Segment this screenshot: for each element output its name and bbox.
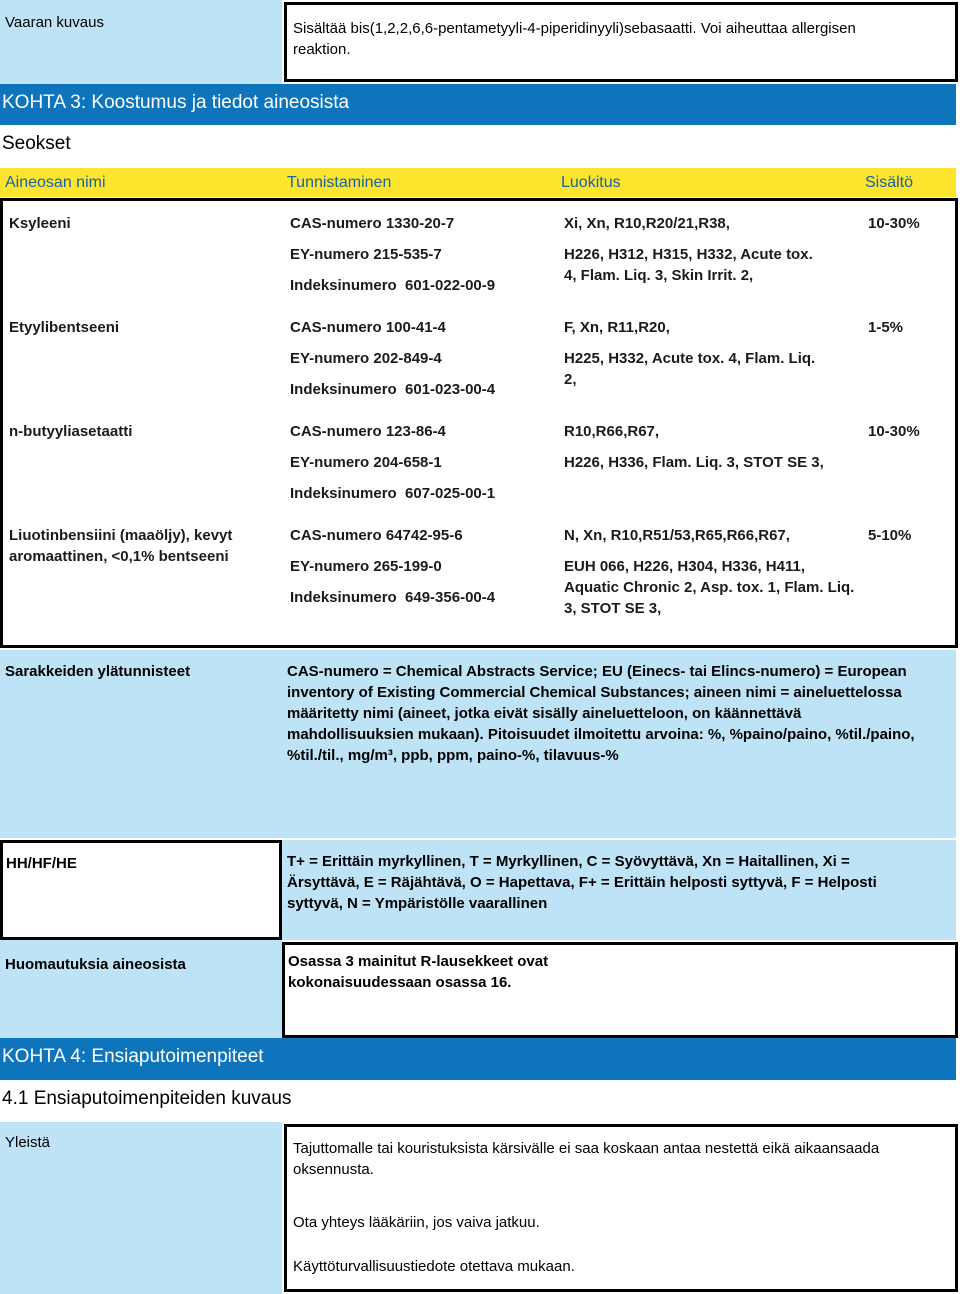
row4-name: Liuotinbensiini (maaöljy), kevyt aromaattinen, <0,1% bentseeni: [9, 527, 233, 565]
note-remarks-text: Osassa 3 mainitut R-lausekkeet ovat kokonaisuudessaan osassa 16.: [288, 953, 549, 991]
general-paragraph-2: Ota yhteys lääkäriin, jos vaiva jatkuu.: [293, 1214, 540, 1231]
general-text-box: [284, 1124, 958, 1292]
hazard-label-cell: [0, 0, 282, 84]
general-paragraph-3: Käyttöturvallisuustiedote otettava mukaan.: [293, 1258, 575, 1275]
composition-column-headers: [0, 168, 956, 197]
row4-class2: EUH 066, H226, H304, H336, H411, Aquatic Chronic 2, Asp. tox. 1, Flam. Liq. 3, STOT SE 3,: [564, 558, 855, 617]
row2-ey: EY-numero 202-849-4: [290, 350, 442, 367]
col-header-name: Aineosan nimi: [5, 174, 106, 191]
row1-content: 10-30%: [868, 215, 920, 232]
row3-ey: EY-numero 204-658-1: [290, 454, 442, 471]
row4-cas: CAS-numero 64742-95-6: [290, 527, 463, 544]
general-label: Yleistä: [5, 1134, 51, 1151]
row2-content: 1-5%: [868, 319, 904, 336]
note-hazard-symbols-text-cell: [282, 840, 956, 940]
section-3-heading: [0, 84, 956, 125]
note-column-headers-label: Sarakkeiden ylätunnisteet: [5, 663, 191, 680]
row3-index: Indeksinumero 607-025-00-1: [290, 485, 496, 502]
row2-class2: H225, H332, Acute tox. 4, Flam. Liq. 2,: [564, 350, 816, 388]
row1-ey: EY-numero 215-535-7: [290, 246, 442, 263]
row1-class2: H226, H312, H315, H332, Acute tox. 4, Flam. Liq. 3, Skin Irrit. 2,: [564, 246, 813, 284]
note-hazard-symbols-label: HH/HF/HE: [6, 855, 77, 872]
first-aid-subheading: 4.1 Ensiaputoimenpiteiden kuvaus: [2, 1088, 292, 1109]
col-header-identification: Tunnistaminen: [287, 174, 392, 191]
row1-cas: CAS-numero 1330-20-7: [290, 215, 455, 232]
note-remarks-label: Huomautuksia aineosista: [5, 956, 186, 973]
row4-index: Indeksinumero 649-356-00-4: [290, 589, 496, 606]
row1-name: Ksyleeni: [9, 215, 71, 232]
row2-cas: CAS-numero 100-41-4: [290, 319, 446, 336]
row2-class1: F, Xn, R11,R20,: [564, 319, 670, 336]
row4-class1: N, Xn, R10,R51/53,R65,R66,R67,: [564, 527, 790, 544]
row3-class1: R10,R66,R67,: [564, 423, 660, 440]
general-paragraph-1: Tajuttomalle tai kouristuksista kärsivälle ei saa koskaan antaa nestettä eikä aikaansaada oksennusta.: [293, 1140, 880, 1178]
section-4-heading-text: KOHTA 4: Ensiaputoimenpiteet: [2, 1046, 264, 1067]
row4-content: 5-10%: [868, 527, 912, 544]
note-remarks-label-cell: [0, 940, 282, 1038]
note-hazard-symbols-label-box: [0, 840, 282, 940]
row2-index: Indeksinumero 601-023-00-4: [290, 381, 496, 398]
col-header-classification: Luokitus: [561, 174, 621, 191]
hazard-text-box: [284, 2, 958, 82]
note-column-headers-text-cell: [282, 650, 956, 838]
row3-cas: CAS-numero 123-86-4: [290, 423, 446, 440]
hazard-text: Sisältää bis(1,2,2,6,6-pentametyyli-4-piperidinyyli)sebasaatti. Voi aiheuttaa allergisen reaktion.: [293, 20, 856, 58]
section-3-heading-text: KOHTA 3: Koostumus ja tiedot aineosista: [2, 92, 350, 113]
row3-class2: H226, H336, Flam. Liq. 3, STOT SE 3,: [564, 454, 824, 471]
col-header-content: Sisältö: [865, 174, 914, 191]
mixtures-subheading: Seokset: [2, 133, 71, 154]
row1-class1: Xi, Xn, R10,R20/21,R38,: [564, 215, 730, 232]
section-4-heading: [0, 1038, 956, 1080]
row3-content: 10-30%: [868, 423, 920, 440]
note-column-headers-label-cell: [0, 650, 282, 838]
row4-ey: EY-numero 265-199-0: [290, 558, 442, 575]
row2-name: Etyylibentseeni: [9, 319, 120, 336]
note-remarks-text-box: [282, 942, 958, 1038]
note-hazard-symbols-text: T+ = Erittäin myrkyllinen, T = Myrkyllinen, C = Syövyttävä, Xn = Haitallinen, Xi = Ärsyttävä, E = Räjähtävä, O = Hapettava, F+ = Erittäin helposti syttyvä, F = Helposti syttyvä, N = Ympäristölle vaarallinen: [287, 853, 877, 912]
composition-table: [0, 198, 958, 648]
note-column-headers-text: CAS-numero = Chemical Abstracts Service; EU (Einecs- tai Elincs-numero) = European inventory of Existing Commercial Chemical Substances; aineen nimi = aineluettelossa määritetty nimi (aineet, jotka eivät sisälly aineluetteloon, on käännettävä mahdollisuuksien mukaan). Pitoisuudet ilmoitettu arvoina: %, %paino/paino, %til./paino, %til./til., mg/m³, ppb, ppm, paino-%, tilavuus-%: [287, 663, 915, 764]
row3-name: n-butyyliasetaatti: [9, 423, 133, 440]
row1-index: Indeksinumero 601-022-00-9: [290, 277, 496, 294]
hazard-label: Vaaran kuvaus: [5, 14, 104, 31]
general-label-cell: [0, 1122, 282, 1294]
